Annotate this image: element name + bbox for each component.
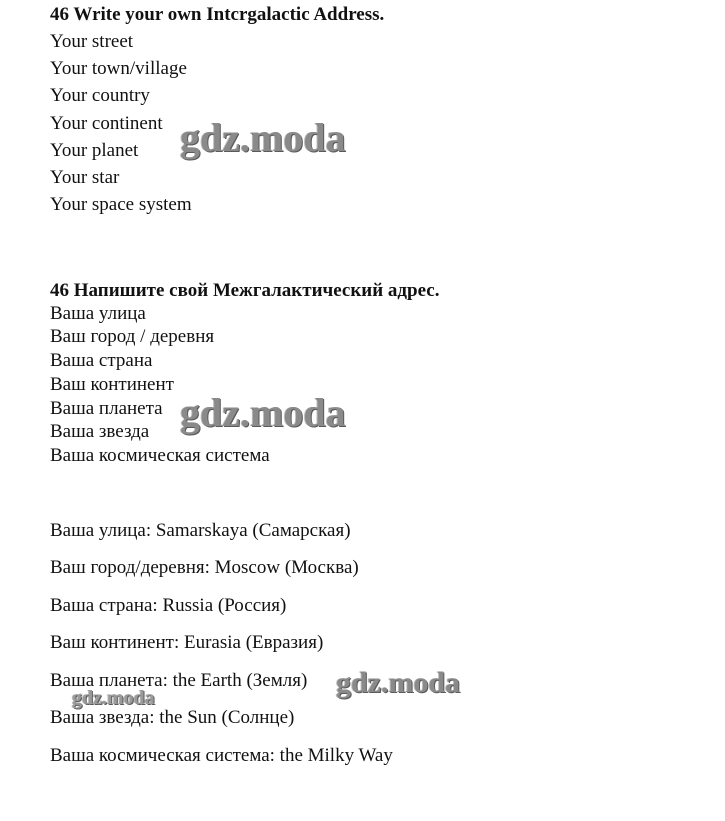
answer-planet: Ваша планета: the Earth (Земля) [50, 670, 308, 691]
russian-line-continent: Ваш континент [50, 374, 174, 395]
answer-continent: Ваш континент: Eurasia (Евразия) [50, 632, 324, 653]
english-line-space-system: Your space system [50, 194, 192, 215]
watermark-logo: gdz.moda [180, 390, 346, 435]
answer-country: Ваша страна: Russia (Россия) [50, 595, 287, 616]
english-line-planet: Your planet [50, 140, 139, 161]
russian-line-space-system: Ваша космическая система [50, 445, 270, 466]
watermark-logo: gdz.moda [180, 115, 346, 160]
english-line-town: Your town/village [50, 58, 187, 79]
english-line-country: Your country [50, 85, 150, 106]
russian-line-town: Ваш город / деревня [50, 326, 215, 347]
watermark-logo: gdz.moda [336, 666, 461, 699]
answer-street: Ваша улица: Samarskaya (Самарская) [50, 520, 351, 541]
russian-line-street: Ваша улица [50, 303, 146, 324]
english-line-star: Your star [50, 167, 120, 188]
heading-english: 46 Write your own Intcrgalactic Address. [50, 4, 385, 25]
watermark-logo: gdz.moda [72, 687, 155, 709]
russian-line-planet: Ваша планета [50, 398, 163, 419]
english-line-street: Your street [50, 31, 134, 52]
answer-star: Ваша звезда: the Sun (Солнце) [50, 707, 295, 728]
heading-russian: 46 Напишите свой Межгалактический адрес. [50, 280, 440, 301]
english-line-continent: Your continent [50, 113, 163, 134]
russian-line-country: Ваша страна [50, 350, 153, 371]
answer-town: Ваш город/деревня: Moscow (Москва) [50, 557, 359, 578]
russian-line-star: Ваша звезда [50, 421, 150, 442]
answer-space-system: Ваша космическая система: the Milky Way [50, 745, 393, 766]
